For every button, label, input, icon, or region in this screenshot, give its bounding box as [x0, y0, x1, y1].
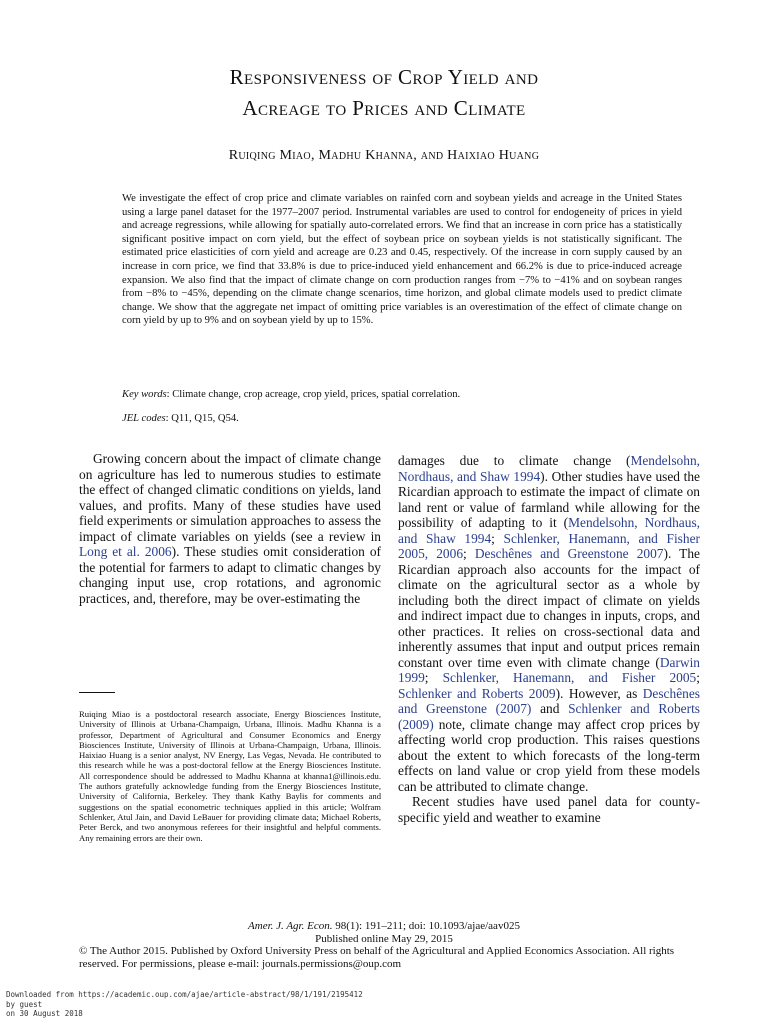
right-paragraph	[398, 453, 700, 794]
authors: Ruiqing Miao, Madhu Khanna, and Haixiao Huang	[228, 148, 540, 163]
body-text: damages due to climate change (	[398, 453, 631, 468]
right-paragraph-2: Recent studies have used panel data for county-specific yield and weather to examine	[398, 794, 700, 825]
citation-link[interactable]: Mendelsohn, Nordhaus, and Shaw 1994	[398, 515, 700, 546]
body-text: ). Other studies have used the Ricardian approach to estimate the impact of climate on land rent or value of farmland while allowing for the possibility of adapting to it (	[398, 468, 700, 530]
journal-name: Amer. J. Agr. Econ.	[248, 920, 333, 932]
jel-text: : Q11, Q15, Q54.	[165, 413, 239, 424]
journal-citation	[0, 920, 768, 945]
body-text: ;	[491, 530, 504, 546]
citation-link[interactable]: Schlenker, Hanemann, and Fisher 2005, 2006	[398, 530, 700, 561]
download-url[interactable]: Downloaded from https://academic.oup.com/ajae/article-abstract/98/1/191/2195412	[6, 990, 363, 999]
jel-codes	[122, 413, 682, 424]
title-line-1: Responsiveness of Crop Yield and	[229, 65, 539, 89]
body-text: ). However, as	[555, 685, 643, 701]
copyright-notice: © The Author 2015. Published by Oxford University Press on behalf of the Agricultural and Applied Economics Association. All rights reserved. For permissions, please e-mail: journals.permissions@oup.com	[79, 945, 675, 970]
download-watermark	[6, 990, 363, 1019]
author-footnote: Ruiqing Miao is a postdoctoral research associate, Energy Biosciences Institute, University of Illinois at Urbana-Champaign, Urbana, Illinois. Madhu Khanna is a professor, Department of Agricultural and Consumer Economics and Energy Biosciences Institute, University of Illinois at Urbana-Champaign, Urbana, Illinois. Haixiao Huang is a senior analyst, NV Energy, Las Vegas, Nevada. He contributed to this research while he was a post-doctoral fellow at the Energy Biosciences Institute. All correspondence should be addressed to Madhu Khanna at khanna1@illinois.edu. The authors gratefully acknowledge funding from the Energy Biosciences Institute, University of California, Berkeley. They thank Kathy Baylis for comments and suggestions on the spatial econometric techniques applied in this article; Wolfram Schlenker, Atul Jain, and David LeBauer for providing climate data; Michael Roberts, Peter Berck, and two anonymous referees for their insightful and helpful comments. Any remaining errors are their own.	[79, 709, 381, 843]
citation-link[interactable]: Schlenker and Roberts 2009	[398, 685, 556, 701]
keywords-text: : Climate change, crop acreage, crop yield, prices, spatial correlation.	[166, 389, 461, 400]
citation-link[interactable]: Schlenker and Roberts (2009)	[398, 701, 700, 732]
body-text: Growing concern about the impact of climate change on agriculture has led to numerous studies to estimate the effect of changed climatic conditions on yields, land values, and profits. Many of these studies have used field experiments or simulation approaches to assess the impact of climate variables on yields (see a review in	[79, 451, 381, 544]
published-date: Published online May 29, 2015	[315, 932, 453, 945]
citation-link[interactable]: Schlenker, Hanemann, and Fisher 2005	[442, 670, 697, 685]
body-text: ;	[696, 670, 700, 685]
body-text: ;	[424, 670, 443, 685]
body-text: ). The Ricardian approach also accounts for the impact of climate on the agricultural sector as a whole by including both the direct impact of climate on yields and indirect impact due to changes in inputs, crops, and other practices. It relies on cross-sectional data and inherently assumes that input and output prices remain constant over time even with climate change (	[398, 546, 700, 670]
journal-line	[0, 920, 768, 933]
download-user: by guest	[6, 999, 43, 1009]
citation-link[interactable]: Darwin 1999	[398, 654, 700, 685]
keywords-label: Key words	[122, 389, 167, 400]
right-column	[398, 453, 700, 825]
left-paragraph	[79, 451, 381, 606]
title-line-2: Acreage to Prices and Climate	[242, 96, 526, 120]
citation-link[interactable]: Long et al. 2006	[79, 544, 172, 559]
jel-label: JEL codes	[122, 413, 166, 424]
body-text: ;	[463, 546, 475, 561]
download-date: on 30 August 2018	[6, 1009, 83, 1018]
citation-link[interactable]: Mendelsohn, Nordhaus, and Shaw 1994	[398, 453, 700, 484]
keywords	[122, 389, 682, 400]
body-text: ). These studies omit consideration of the potential for farmers to adapt to climatic changes by changing input use, crop rotations, and agronomic practices, and, therefore, may be over-estimating the	[79, 544, 381, 606]
body-text: note, climate change may affect crop prices by affecting world crop production. This raises questions about the extent to which forecasts of the long-term effects on land value or crop yield from these models can be attributed to climate change.	[398, 716, 700, 794]
body-text: and	[531, 701, 569, 716]
left-column	[79, 451, 381, 606]
footnote-rule	[79, 692, 115, 693]
citation-link[interactable]: Deschênes and Greenstone (2007)	[398, 685, 700, 716]
citation-link[interactable]: Deschênes and Greenstone 2007	[474, 546, 664, 561]
abstract: We investigate the effect of crop price and climate variables on rainfed corn and soybean yields and acreage in the United States using a large panel dataset for the 1977–2007 period. Instrumental variables are used to control for endogeneity of prices in yield and acreage regressions, while allowing for spatially auto-correlated errors. We find that an increase in corn price has a statistically significant positive impact on corn yield, but the effect of soybean price on soybean yields is not statistically significant. The estimated price elasticities of corn yield and acreage are 0.23 and 0.45, respectively. Of the increase in corn supply caused by an increase in corn price, we find that 33.8% is due to price-induced yield enhancement and 66.2% is due to price-induced acreage expansion. We also find that the impact of climate change on corn production ranges from −7% to −41% and on soybean ranges from −8% to −45%, depending on the climate change scenarios, time horizon, and global climate models used to predict climate change. We show that the aggregate net impact of omitting price variables is an overestimation of the effect of climate change on corn yield by up to 9% and on soybean yield by up to 15%.	[122, 193, 682, 327]
journal-issue: 98(1): 191–211; doi: 10.1093/ajae/aav025	[332, 920, 520, 932]
